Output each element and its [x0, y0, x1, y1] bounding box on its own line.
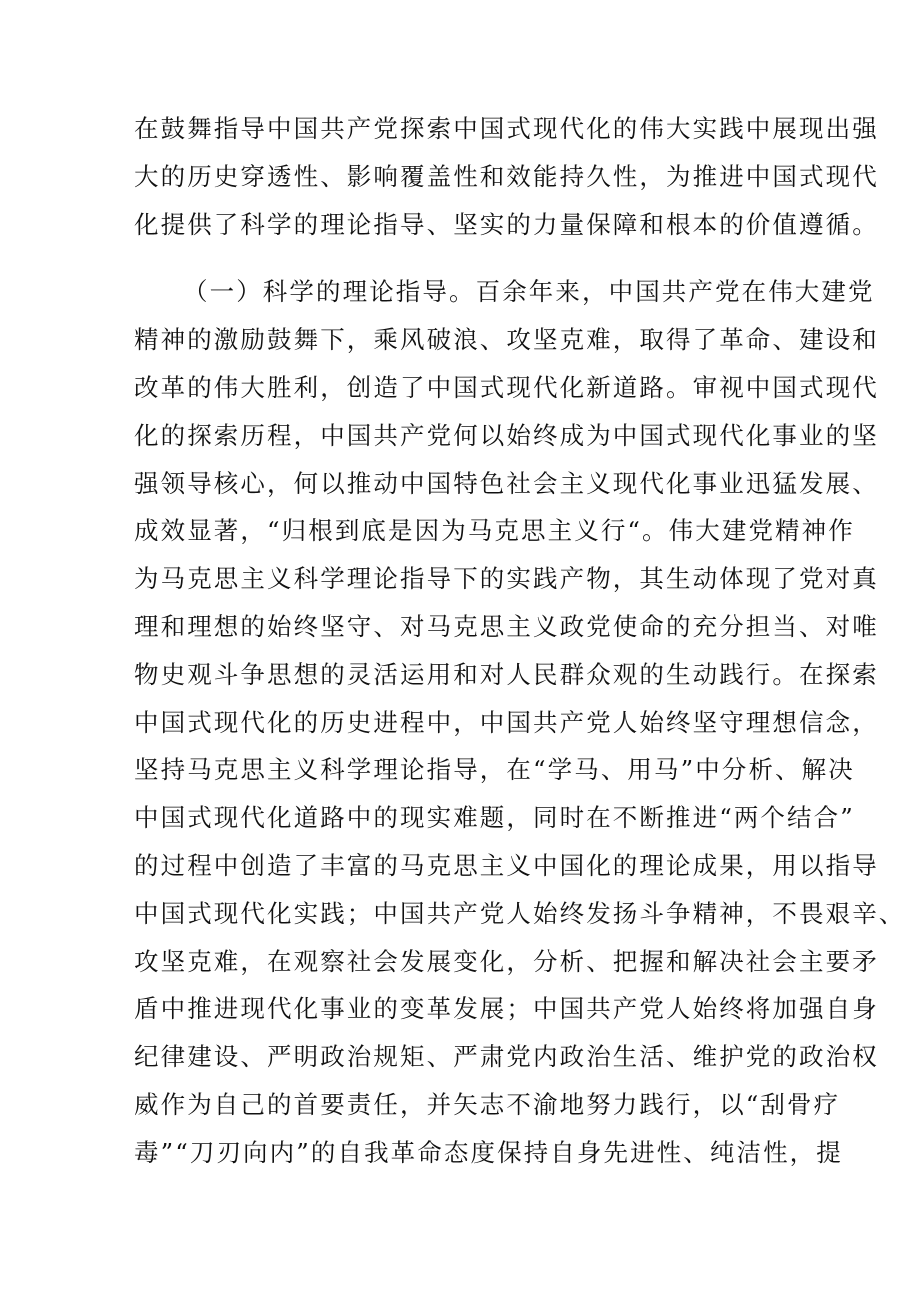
text-line: 物史观斗争思想的灵活运用和对人民群众观的生动践行。在探索	[134, 659, 879, 689]
text-line: 威作为自己的首要责任，并矢志不渝地努力践行，以“刮骨疗	[134, 1089, 841, 1119]
paragraph-1	[134, 105, 879, 248]
paragraph-spacing	[134, 248, 804, 268]
text-line: 攻坚克难，在观察社会发展变化，分析、把握和解决社会主要矛	[134, 946, 879, 976]
text-line: 精神的激励鼓舞下，乘风破浪、攻坚克难，取得了革命、建设和	[134, 325, 879, 355]
text-line: 成效显著，“归根到底是因为马克思主义行“。伟大建党精神作	[134, 516, 855, 546]
text-line: 大的历史穿透性、影响覆盖性和效能持久性，为推进中国式现代	[134, 161, 879, 191]
paragraph-2	[134, 268, 906, 1176]
text-line: 中国式现代化实践；中国共产党人始终发扬斗争精神，不畏艰辛、	[134, 898, 906, 928]
text-line: 理和理想的始终坚守、对马克思主义政党使命的充分担当、对唯	[134, 611, 879, 641]
text-line: 中国式现代化道路中的现实难题，同时在不断推进“两个结合”	[134, 803, 855, 833]
text-line-indented: （一）科学的理论指导。百余年来，中国共产党在伟大建党	[183, 277, 875, 307]
text-line: 盾中推进现代化事业的变革发展；中国共产党人始终将加强自身	[134, 994, 879, 1024]
text-line: 纪律建设、严明政治规矩、严肃党内政治生活、维护党的政治权	[134, 1042, 879, 1072]
text-line: 坚持马克思主义科学理论指导，在“学马、用马”中分析、解决	[134, 755, 855, 785]
text-line: 化提供了科学的理论指导、坚实的力量保障和根本的价值遵循。	[134, 209, 879, 239]
text-line: 中国式现代化的历史进程中，中国共产党人始终坚守理想信念，	[134, 707, 879, 737]
text-line: 化的探索历程，中国共产党何以始终成为中国式现代化事业的坚	[134, 420, 879, 450]
text-line: 的过程中创造了丰富的马克思主义中国化的理论成果，用以指导	[134, 850, 879, 880]
text-line: 为马克思主义科学理论指导下的实践产物，其生动体现了党对真	[134, 564, 879, 594]
body-text	[134, 105, 906, 1177]
text-line: 在鼓舞指导中国共产党探索中国式现代化的伟大实践中展现出强	[134, 114, 879, 143]
text-line: 毒”“刀刃向内”的自我革命态度保持自身先进性、纯洁性，提	[134, 1137, 843, 1167]
text-line: 强领导核心，何以推动中国特色社会主义现代化事业迅猛发展、	[134, 468, 879, 498]
text-line: 改革的伟大胜利，创造了中国式现代化新道路。审视中国式现代	[134, 372, 879, 402]
